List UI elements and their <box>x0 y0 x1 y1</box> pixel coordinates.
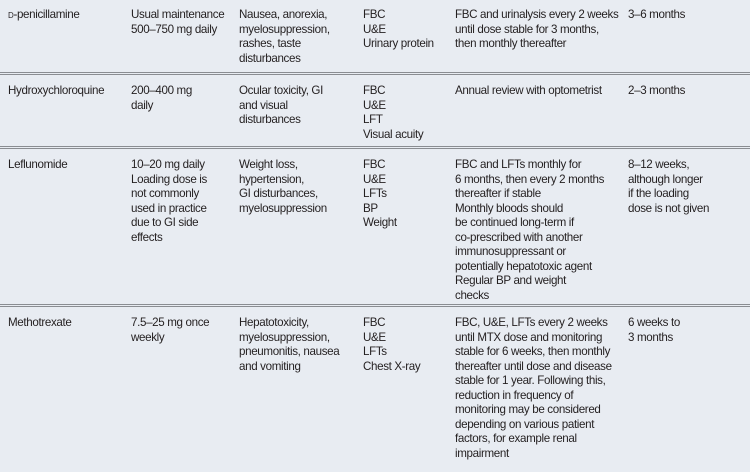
cell-text-line: FBC <box>363 8 386 21</box>
cell-text-line: and vomiting <box>239 359 301 373</box>
cell-text-line: reduction in frequency of <box>455 388 574 402</box>
cell-dose <box>123 316 231 472</box>
cell-text-line: Nausea, anorexia, <box>239 8 328 21</box>
cell-text-line: 7.5–25 mg once <box>131 316 210 329</box>
table-row <box>0 0 750 72</box>
cell-text-line: co-prescribed with another <box>455 230 583 244</box>
cell-frequency <box>447 8 620 72</box>
cell-text-line: Monthly bloods should <box>455 201 564 215</box>
cell-text-line: disturbances <box>239 113 301 126</box>
cell-side-effects <box>231 316 355 472</box>
cell-text-line: 500–750 mg daily <box>131 22 217 36</box>
table-row <box>0 304 750 472</box>
cell-frequency <box>447 84 620 146</box>
cell-text-line: daily <box>131 98 154 112</box>
cell-text-line: effects <box>131 230 163 244</box>
cell-text-line: rashes, taste <box>239 37 301 50</box>
cell-text-line: Visual acuity <box>363 127 424 141</box>
cell-text-line: 200–400 mg <box>131 84 192 97</box>
cell-text-line: myelosuppression, <box>239 330 330 344</box>
cell-monitoring <box>355 8 447 72</box>
cell-text-line: GI disturbances, <box>239 187 318 200</box>
cell-text-line: Weight <box>363 216 397 229</box>
cell-drug <box>0 158 123 304</box>
cell-text-line: although longer <box>628 172 703 186</box>
cell-text-line: Leflunomide <box>8 158 68 171</box>
cell-monitoring <box>355 158 447 304</box>
cell-text-line: Usual maintenance <box>131 8 225 21</box>
cell-text-line: Urinary protein <box>363 37 434 50</box>
cell-text-line: FBC <box>363 316 386 329</box>
cell-text-line: weekly <box>131 330 165 344</box>
cell-text-line: be continued long-term if <box>455 216 574 229</box>
cell-text-line: and visual <box>239 98 288 112</box>
cell-text-line: used in practice <box>131 201 207 215</box>
cell-text-line: d-penicillamine <box>8 8 80 21</box>
cell-text-line: Hepatotoxicity, <box>239 316 309 329</box>
cell-text-line: 8–12 weeks, <box>628 158 690 171</box>
cell-text-line: Weight loss, <box>239 158 298 171</box>
cell-dose <box>123 8 231 72</box>
cell-text-line: FBC and urinalysis every 2 weeks <box>455 8 619 21</box>
cell-text-line: Loading dose is <box>131 172 207 186</box>
cell-text-line: potentially hepatotoxic agent <box>455 259 592 273</box>
cell-side-effects <box>231 84 355 146</box>
cell-text-line: 10–20 mg daily <box>131 158 205 171</box>
cell-monitoring <box>355 316 447 472</box>
cell-text-line: FBC, U&E, LFTs every 2 weeks <box>455 316 608 329</box>
cell-text-line: LFTs <box>363 345 387 358</box>
cell-text-line: 6 weeks to <box>628 316 680 329</box>
cell-text-line: not commonly <box>131 187 199 200</box>
cell-text-line: FBC <box>363 84 386 97</box>
cell-text-line: checks <box>455 288 489 302</box>
cell-text-line: stable for 1 year. Following this, <box>455 374 606 387</box>
cell-side-effects <box>231 8 355 72</box>
cell-text-line: dose is not given <box>628 201 710 215</box>
cell-text-line: LFT <box>363 113 383 126</box>
table-row <box>0 146 750 304</box>
cell-text-line: myelosuppression <box>239 201 327 215</box>
cell-text-line: Hydroxychloroquine <box>8 84 105 97</box>
cell-side-effects <box>231 158 355 304</box>
cell-text-line: disturbances <box>239 51 301 65</box>
cell-text-line: Regular BP and weight <box>455 274 567 287</box>
cell-text-line: FBC and LFTs monthly for <box>455 158 582 171</box>
cell-text-line: due to GI side <box>131 216 199 229</box>
cell-text-line: LFTs <box>363 187 387 200</box>
cell-text-line: 6 months, then every 2 months <box>455 172 605 186</box>
cell-text-line: Methotrexate <box>8 316 72 329</box>
cell-drug <box>0 8 123 72</box>
cell-dose <box>123 84 231 146</box>
cell-monitoring <box>355 84 447 146</box>
cell-text-line: 3 months <box>628 330 673 344</box>
cell-text-line: FBC <box>363 158 386 171</box>
cell-dose <box>123 158 231 304</box>
cell-text-line: then monthly thereafter <box>455 37 567 50</box>
cell-text-line: 3–6 months <box>628 8 686 21</box>
cell-text-line: impairment <box>455 446 509 460</box>
cell-text-line: 2–3 months <box>628 84 686 97</box>
cell-text-line: Annual review with optometrist <box>455 84 602 97</box>
cell-text-line: Ocular toxicity, GI <box>239 84 323 97</box>
cell-text-line: depending on various patient <box>455 417 595 431</box>
cell-text-line: U&E <box>363 172 386 186</box>
cell-drug <box>0 316 123 472</box>
cell-frequency <box>447 158 620 304</box>
cell-text-line: monitoring may be considered <box>455 403 601 416</box>
cell-text-line: thereafter if stable <box>455 187 541 200</box>
cell-onset <box>620 84 750 146</box>
cell-text-line: U&E <box>363 330 386 344</box>
cell-drug <box>0 84 123 146</box>
cell-onset <box>620 158 750 304</box>
cell-text-line: if the loading <box>628 187 689 200</box>
cell-text-line: U&E <box>363 22 386 36</box>
cell-text-line: U&E <box>363 98 386 112</box>
cell-text-line: immunosuppressant or <box>455 245 566 258</box>
cell-text-line: pneumonitis, nausea <box>239 345 340 358</box>
cell-text-line: until MTX dose and monitoring <box>455 330 603 344</box>
cell-text-line: thereafter until dose and disease <box>455 359 612 373</box>
cell-text-line: myelosuppression, <box>239 22 330 36</box>
cell-text-line: BP <box>363 201 378 215</box>
cell-text-line: Chest X-ray <box>363 359 421 373</box>
cell-text-line: hypertension, <box>239 172 305 186</box>
table-row <box>0 72 750 146</box>
cell-onset <box>620 8 750 72</box>
cell-onset <box>620 316 750 472</box>
cell-text-line: until dose stable for 3 months, <box>455 22 599 36</box>
cell-frequency <box>447 316 620 472</box>
cell-text-line: factors, for example renal <box>455 432 577 445</box>
cell-text-line: stable for 6 weeks, then monthly <box>455 345 611 358</box>
